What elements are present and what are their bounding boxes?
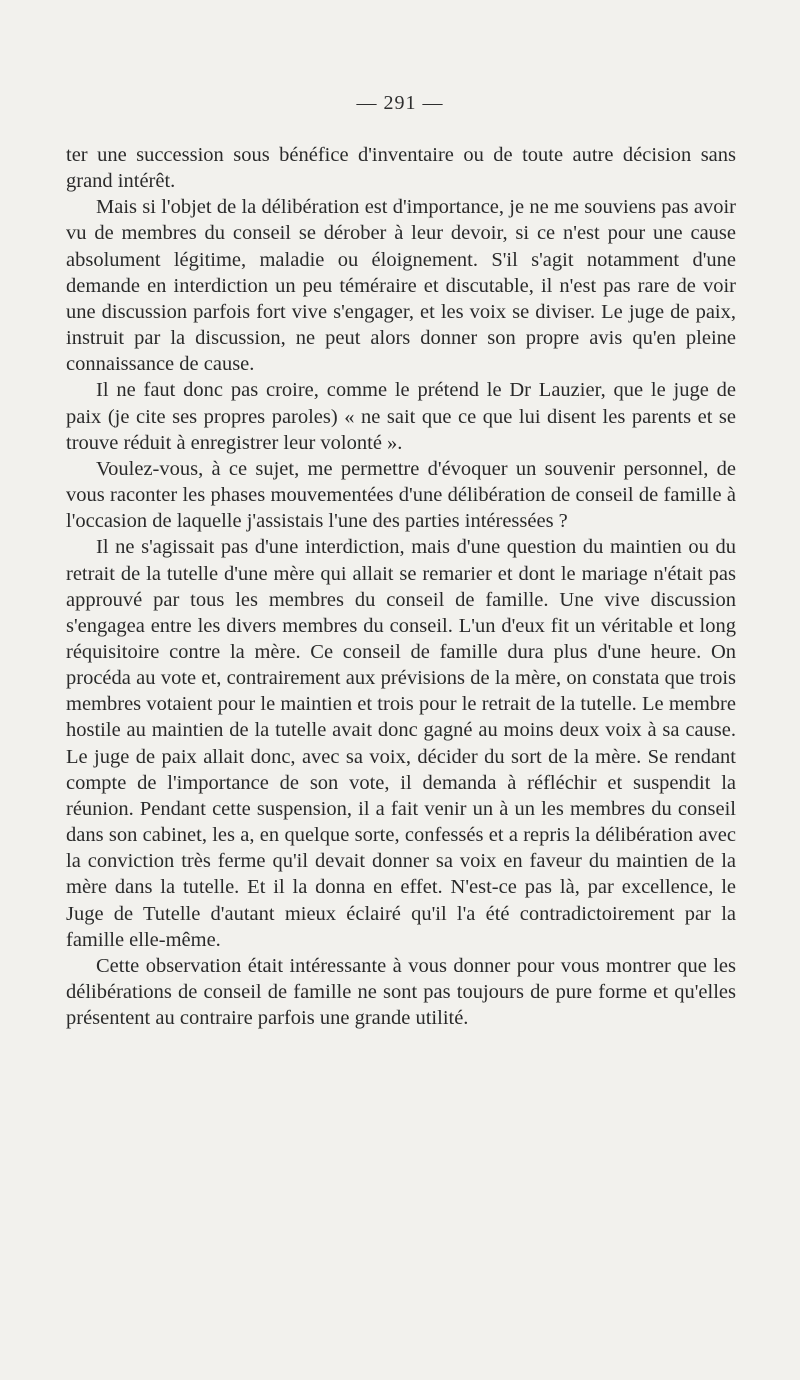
paragraph-4: Voulez-vous, à ce sujet, me permettre d'évoquer un souvenir personnel, de vous raconter les phases mouvementées d'une délibération de conseil de famille à l'occasion de laquelle j'assistais l'une des parties intéressées ? <box>66 457 736 533</box>
paragraph-1: ter une succession sous bénéfice d'inventaire ou de toute autre décision sans grand intérêt. <box>66 144 736 193</box>
paragraph-6: Cette observation était intéressante à vous donner pour vous montrer que les délibérations de conseil de famille ne sont pas toujours de pure forme et qu'elles présentent au contraire parfois une grande utilité. <box>66 954 736 1030</box>
body-text <box>66 142 736 1031</box>
paragraph-3: Il ne faut donc pas croire, comme le prétend le Dr Lauzier, que le juge de paix (je cite ses propres paroles) « ne sait que ce que lui disent les parents et se trouve réduit à enregistrer leur volonté ». <box>66 379 736 454</box>
paragraph-5: Il ne s'agissait pas d'une interdiction, mais d'une question du maintien ou du retrait de la tutelle d'une mère qui allait se remarier et dont le mariage n'était pas approuvé par tous les membres du conseil de famille. Une vive discussion s'engagea entre les divers membres du conseil. L'un d'eux fit un véritable et long réquisitoire contre la mère. Ce conseil de famille dura plus d'une heure. On procéda au vote et, contrairement aux prévisions de la mère, on constata que trois membres votaient pour le maintien et trois pour le retrait de la tutelle. Le membre hostile au maintien de la tutelle avait donc gagné au moins deux voix à sa cause. Le juge de paix allait donc, avec sa voix, décider du sort de la mère. Se rendant compte de l'importance de son vote, il demanda à réfléchir et suspendit la réunion. Pendant cette suspension, il a fait venir un à un les membres du conseil dans son cabinet, les a, en quelque sorte, confessés et a repris la délibération avec la conviction très ferme qu'il devait donner sa voix en faveur du maintien de la mère dans la tutelle. Et il la donna en effet. N'est-ce pas là, par excellence, le Juge de Tutelle d'autant mieux éclairé qu'il l'a été contradictoirement par la famille elle-même. <box>66 536 736 951</box>
page-number: — 291 — <box>356 92 444 114</box>
paragraph-2: Mais si l'objet de la délibération est d'importance, je ne me souviens pas avoir vu de membres du conseil se dérober à leur devoir, si ce n'est pour une cause absolument légitime, maladie ou éloignement. S'il s'agit notamment d'une demande en interdiction un peu téméraire et discutable, il n'est pas rare de voir une discussion parfois fort vive s'engager, et les voix se diviser. Le juge de paix, instruit par la discussion, ne peut alors donner son propre avis qu'en pleine connaissance de cause. <box>66 196 736 376</box>
